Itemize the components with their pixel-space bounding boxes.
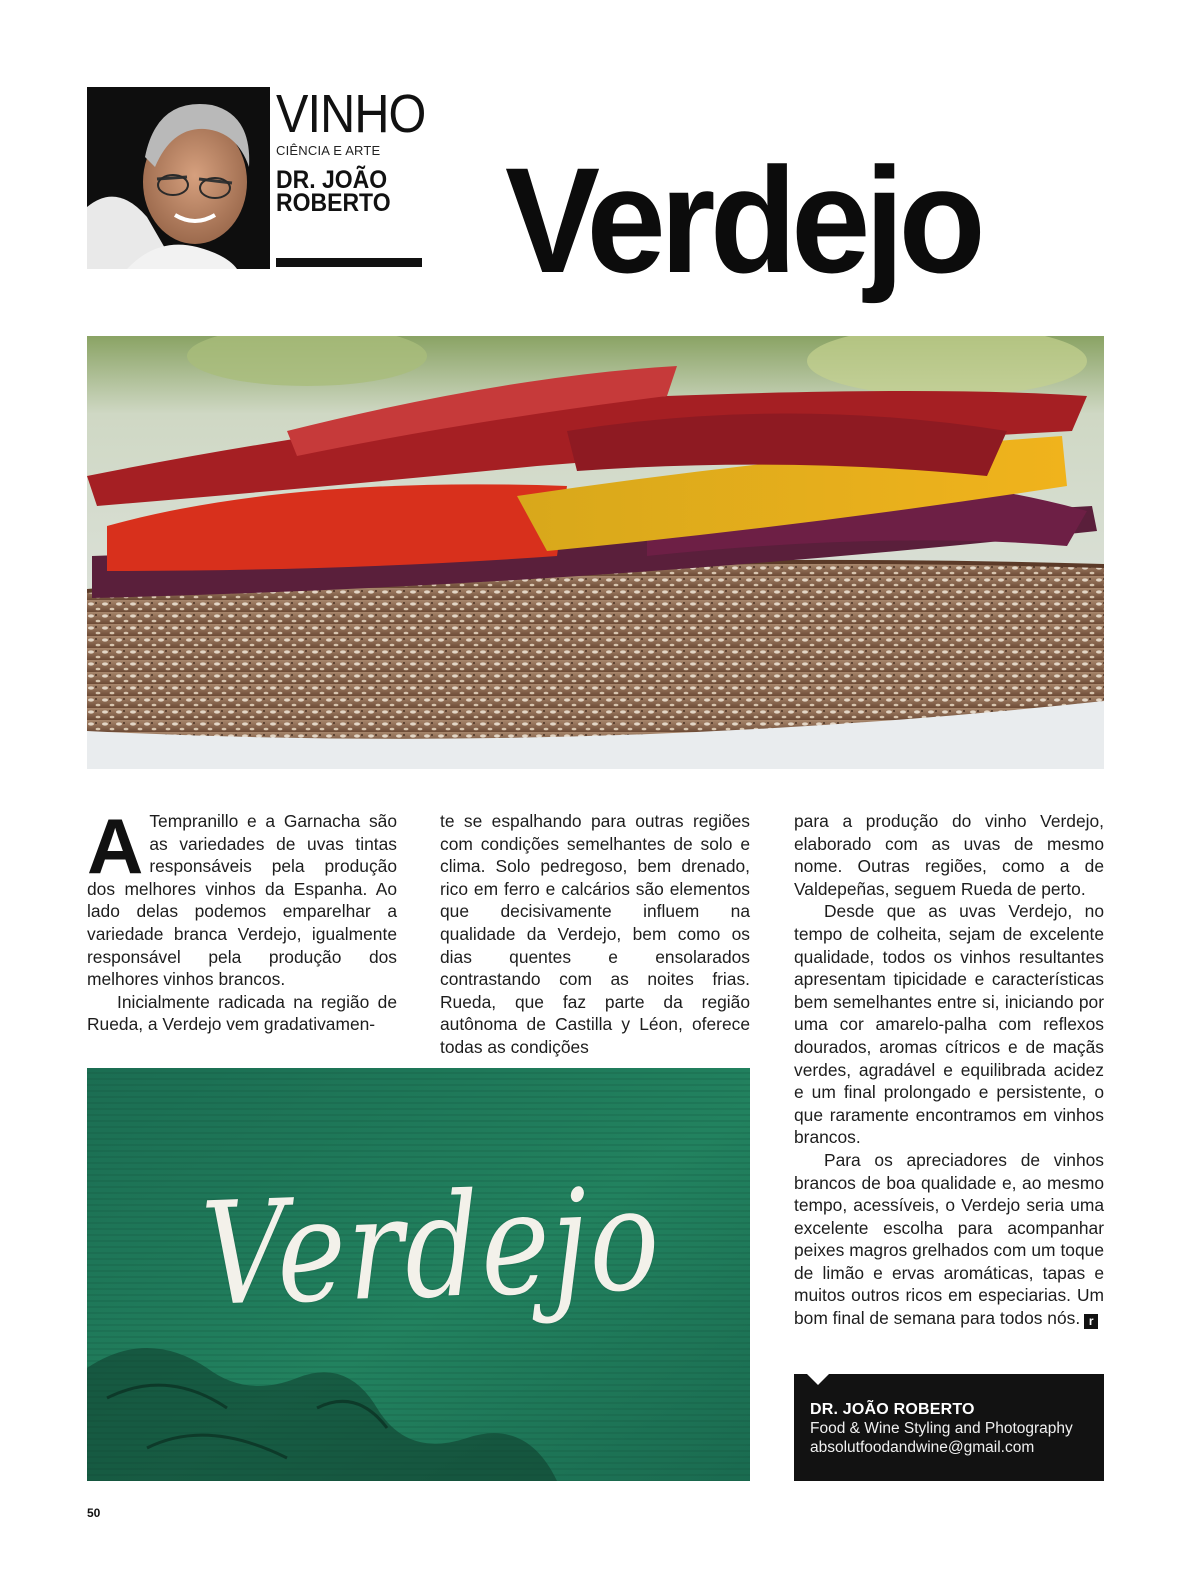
- article-column-3: [794, 810, 1104, 1330]
- end-mark-icon: r: [1084, 1314, 1098, 1329]
- author-box-name: DR. JOÃO ROBERTO: [810, 1401, 975, 1418]
- page-number: 50: [87, 1506, 101, 1520]
- column-kicker: [276, 84, 426, 217]
- column-3-paragraph-1: para a produção do vinho Verdejo, elaborado com as uvas de mesmo nome. Outras regiões, como a de Valdepeñas, seguem Rueda de perto.: [794, 811, 1104, 899]
- author-box: [794, 1374, 1104, 1481]
- label-script-text: Verdejo: [199, 1156, 664, 1338]
- column-3-paragraph-2: Desde que as uvas Verdejo, no tempo de colheita, sejam de excelente qualidade, todos os vinhos resultantes apresentam tipicidade e características bem semelhantes entre si, iniciando por uma cor amarelo-palha com reflexos dourados, aromas cítricos e de maçãs verdes, agradável e equilibrada acidez e um final prolongado e persistente, o que raramente encontramos em vinhos brancos.: [794, 901, 1104, 1148]
- column-1-paragraph-1: Tempranillo e a Garnacha são as variedades de uvas tintas responsáveis pela produção dos melhores vinhos da Espanha. Ao lado delas podemos emparelhar a variedade branca Verdejo, igualmente responsável pela produção dos melhores vinhos brancos.: [87, 811, 397, 990]
- author-box-notch: [807, 1374, 829, 1385]
- hero-photo: [87, 336, 1104, 769]
- article-column-1: [87, 802, 397, 1036]
- author-box-email[interactable]: absolutfoodandwine@gmail.com: [810, 1439, 1035, 1456]
- header-author-line1: DR. JOÃO: [276, 166, 388, 194]
- article-column-2: [440, 810, 750, 1059]
- author-portrait: [87, 87, 270, 269]
- kicker-subtitle: CIÊNCIA E ARTE: [276, 143, 381, 158]
- kicker-title: VINHO: [276, 84, 426, 144]
- article-title: Verdejo: [505, 136, 980, 304]
- column-3-paragraph-3: Para os apreciadores de vinhos brancos de boa qualidade e, ao mesmo tempo, acessíveis, o Verdejo seria uma excelente escolha para acompanhar peixes magros grelhados com um toque de limão e ervas aromáticas, tapas e muitos outros ricos em especiarias. Um bom final de semana para todos nós.: [794, 1149, 1104, 1329]
- header-author-line2: ROBERTO: [276, 189, 391, 217]
- wine-label-word: [87, 1068, 750, 1481]
- header-rule: [276, 258, 422, 267]
- author-box-role: Food & Wine Styling and Photography: [810, 1420, 1073, 1437]
- drop-cap: A: [87, 802, 144, 890]
- header-author: [276, 166, 414, 217]
- column-2-paragraph-1: te se espalhando para outras regiões com condições semelhantes de solo e clima. Solo pedregoso, bem drenado, rico em ferro e calcários são elementos que decisivamente influem na qualidade da Verdejo, bem como os dias quentes e ensolarados contrastando com as noites frias. Rueda, que faz parte da região autônoma de Castilla y Léon, oferece todas as condições: [440, 811, 750, 1057]
- column-1-paragraph-2: Inicialmente radicada na região de Rueda, a Verdejo vem gradativamen-: [87, 991, 397, 1035]
